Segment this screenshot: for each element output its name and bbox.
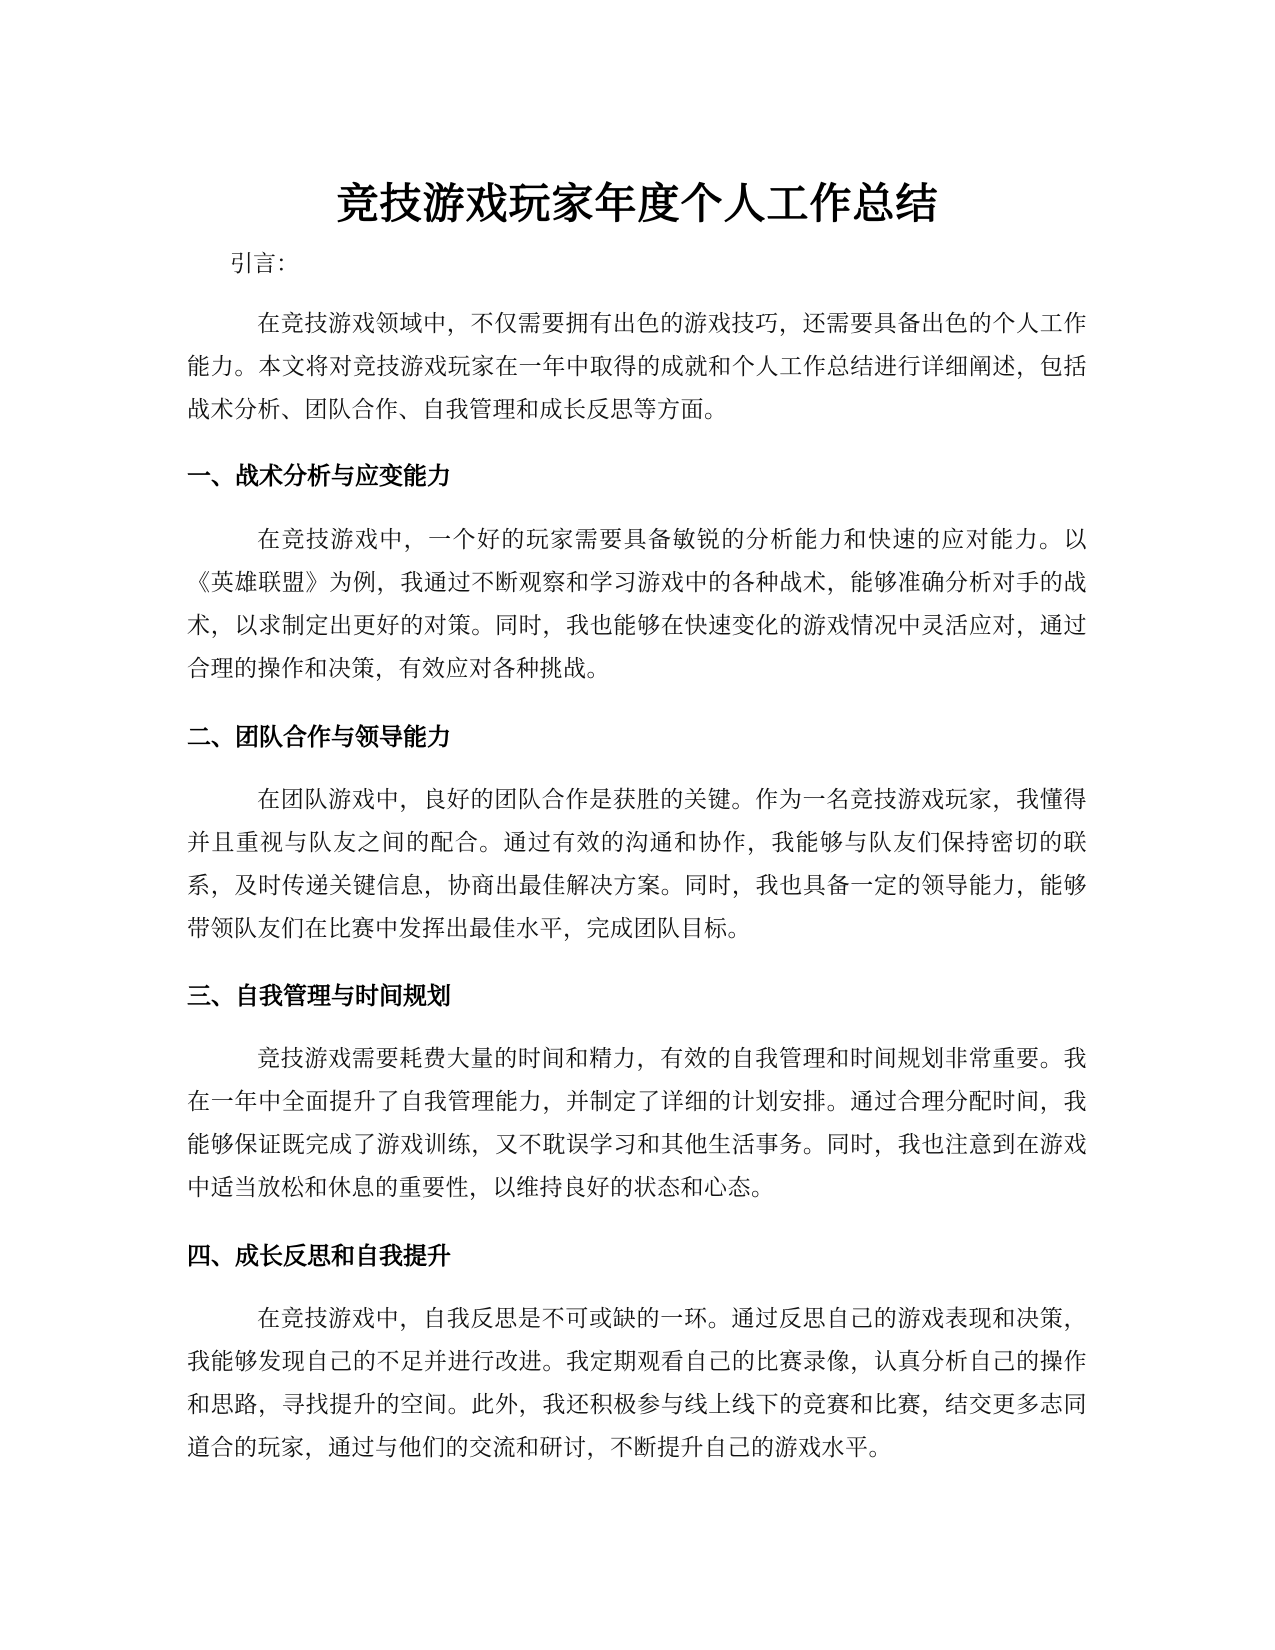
section-paragraph-tactics: 在竞技游戏中，一个好的玩家需要具备敏锐的分析能力和快速的应对能力。以《英雄联盟》为例，我通过不断观察和学习游戏中的各种战术，能够准确分析对手的战术，以求制定出更好的对策。同时，我也能够在快速变化的游戏情况中灵活应对，通过合理的操作和决策，有效应对各种挑战。 (187, 527, 1087, 682)
section-heading-teamwork: 二、团队合作与领导能力 (187, 723, 451, 751)
section-heading-reflection: 四、成长反思和自我提升 (187, 1242, 451, 1270)
section-paragraph-self-management: 竞技游戏需要耗费大量的时间和精力，有效的自我管理和时间规划非常重要。我在一年中全面提升了自我管理能力，并制定了详细的计划安排。通过合理分配时间，我能够保证既完成了游戏训练，又不耽误学习和其他生活事务。同时，我也注意到在游戏中适当放松和休息的重要性，以维持良好的状态和心态。 (187, 1046, 1087, 1201)
intro-paragraph: 在竞技游戏领域中，不仅需要拥有出色的游戏技巧，还需要具备出色的个人工作能力。本文将对竞技游戏玩家在一年中取得的成就和个人工作总结进行详细阐述，包括战术分析、团队合作、自我管理和成长反思等方面。 (187, 311, 1087, 423)
document-title: 竞技游戏玩家年度个人工作总结 (336, 179, 939, 229)
intro-label: 引言： (230, 251, 299, 277)
section-paragraph-reflection: 在竞技游戏中，自我反思是不可或缺的一环。通过反思自己的游戏表现和决策，我能够发现自己的不足并进行改进。我定期观看自己的比赛录像，认真分析自己的操作和思路，寻找提升的空间。此外，我还积极参与线上线下的竞赛和比赛，结交更多志同道合的玩家，通过与他们的交流和研讨，不断提升自己的游戏水平。 (187, 1306, 1087, 1461)
section-heading-self-management: 三、自我管理与时间规划 (187, 982, 451, 1010)
section-heading-tactics: 一、战术分析与应变能力 (187, 462, 451, 490)
section-paragraph-teamwork: 在团队游戏中，良好的团队合作是获胜的关键。作为一名竞技游戏玩家，我懂得并且重视与队友之间的配合。通过有效的沟通和协作，我能够与队友们保持密切的联系，及时传递关键信息，协商出最佳解决方案。同时，我也具备一定的领导能力，能够带领队友们在比赛中发挥出最佳水平，完成团队目标。 (187, 787, 1087, 942)
